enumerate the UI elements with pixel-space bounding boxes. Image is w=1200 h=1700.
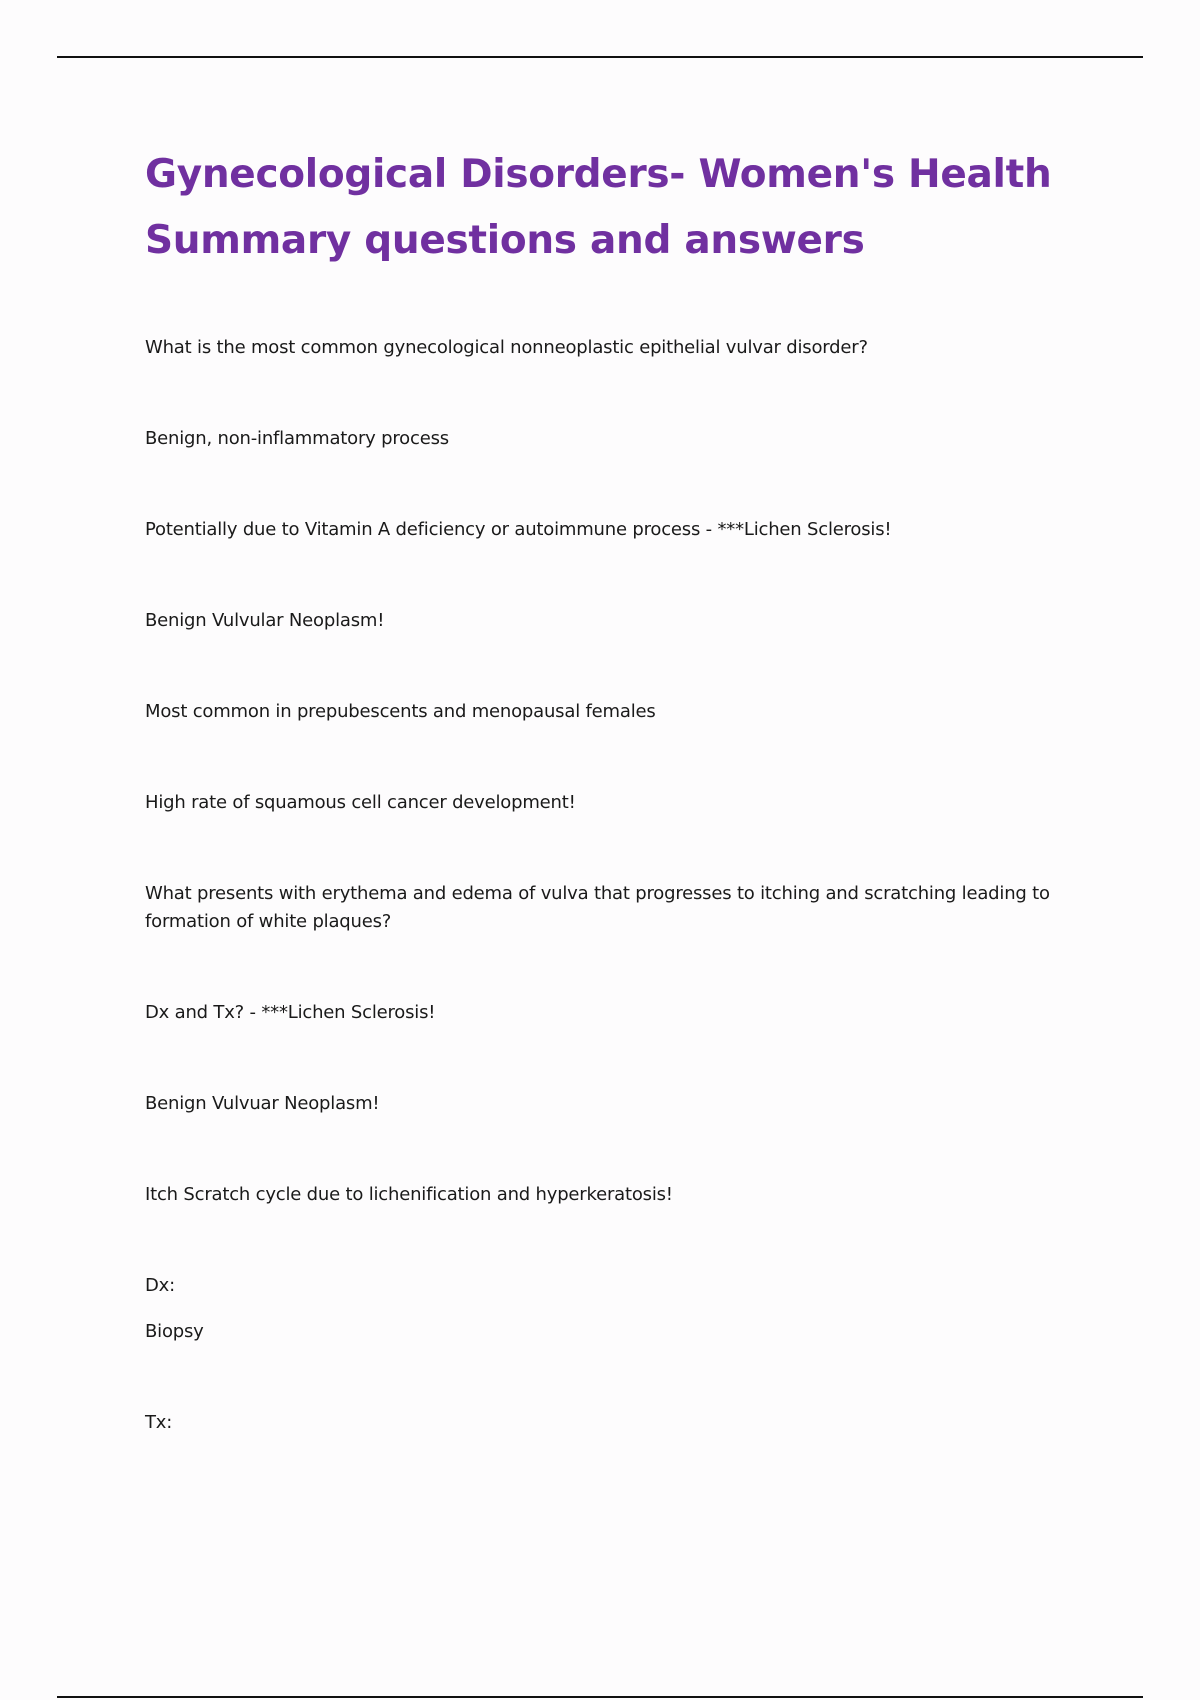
footer-rule bbox=[57, 1696, 1143, 1698]
answer-paragraph: High rate of squamous cell cancer development! bbox=[145, 792, 576, 813]
answer-paragraph: Dx and Tx? - ***Lichen Sclerosis! bbox=[145, 1002, 436, 1023]
answer-paragraph: Most common in prepubescents and menopausal females bbox=[145, 701, 656, 722]
answer-paragraph: Benign Vulvular Neoplasm! bbox=[145, 610, 385, 631]
answer-paragraph: Itch Scratch cycle due to lichenification and hyperkeratosis! bbox=[145, 1184, 673, 1205]
question-paragraph: What presents with erythema and edema of vulva that progresses to itching and scratching leading to formation of white plaques? bbox=[145, 883, 1050, 932]
tx-label: Tx: bbox=[145, 1412, 173, 1433]
answer-paragraph: Benign Vulvuar Neoplasm! bbox=[145, 1093, 380, 1114]
header-rule bbox=[57, 56, 1143, 58]
answer-paragraph: Benign, non-inflammatory process bbox=[145, 428, 449, 449]
dx-value: Biopsy bbox=[145, 1321, 204, 1342]
title-line-2: Summary questions and answers bbox=[145, 218, 865, 263]
dx-label: Dx: bbox=[145, 1275, 175, 1296]
document-title bbox=[145, 142, 1085, 274]
question-paragraph: What is the most common gynecological nonneoplastic epithelial vulvar disorder? bbox=[145, 337, 868, 358]
title-line-1: Gynecological Disorders- Women's Health bbox=[145, 152, 1052, 197]
answer-paragraph: Potentially due to Vitamin A deficiency or autoimmune process - ***Lichen Sclerosis! bbox=[145, 519, 892, 540]
